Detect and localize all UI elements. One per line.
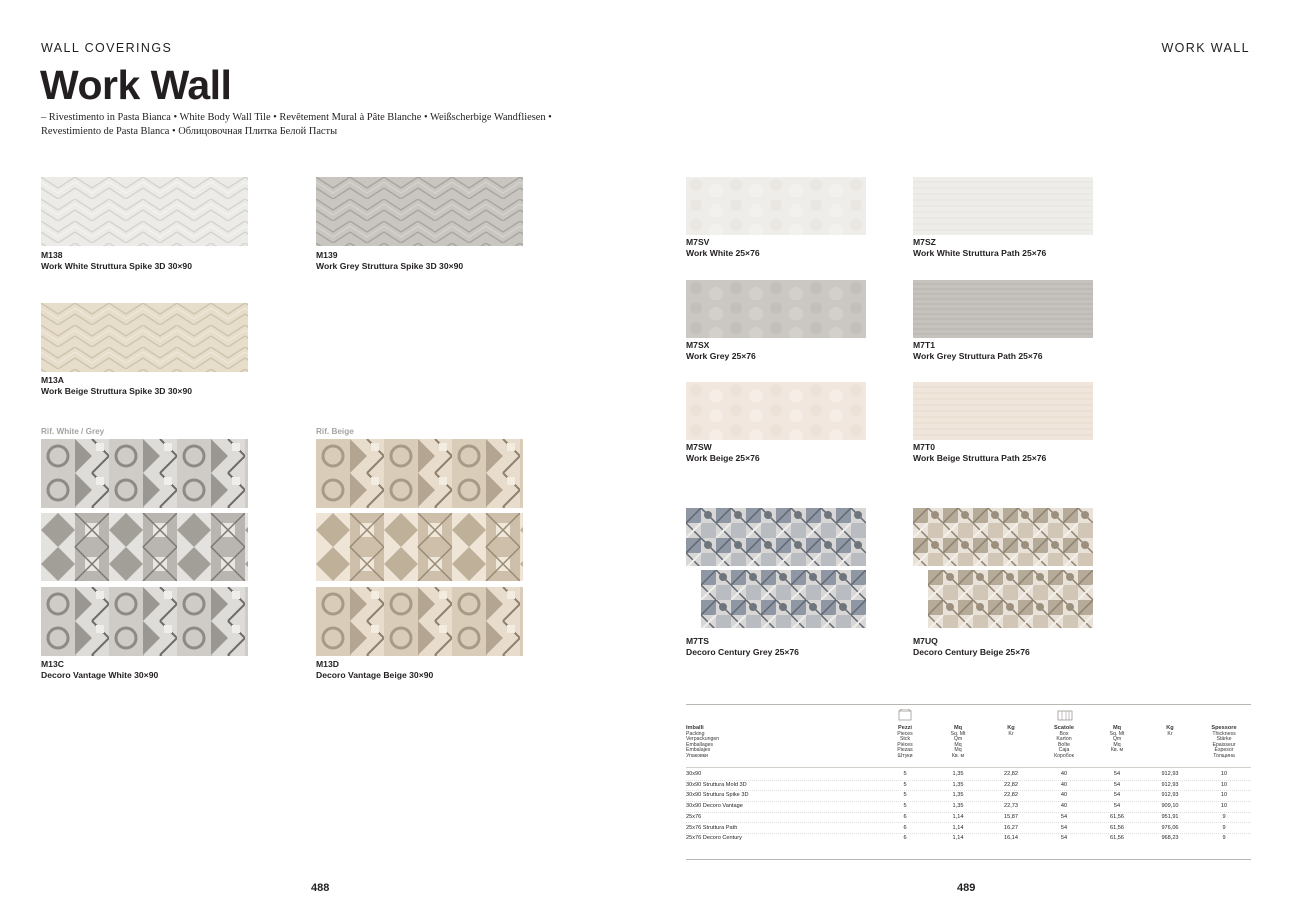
tile-caption-m13c <box>41 659 271 681</box>
table-cell: 54 <box>1060 824 1068 831</box>
tile-name: Work Beige Struttura Spike 3D 30×90 <box>41 386 193 396</box>
tile-image-m7uq-1 <box>913 508 1093 566</box>
table-cell: 6 <box>903 824 907 831</box>
table-header-kg-box <box>991 726 1031 737</box>
tile-name: Decoro Vantage White 30×90 <box>41 670 159 680</box>
tile-image-m13c-2 <box>41 513 248 581</box>
tile-image-m13c-1 <box>41 439 248 508</box>
table-cell: 9 <box>1222 835 1226 842</box>
tile-image-m7uq-2 <box>913 570 1093 628</box>
table-cell: 6 <box>903 835 907 842</box>
subtitle <box>41 111 641 138</box>
table-cell: 10 <box>1220 771 1228 777</box>
table-cell: 40 <box>1060 771 1068 777</box>
tile-code: M139 <box>316 250 338 260</box>
tile-name: Decoro Century Grey 25×76 <box>686 647 799 657</box>
table-cell: 22,82 <box>1004 781 1018 788</box>
table-row-label: 25x76 Struttura Path <box>686 824 738 831</box>
header-line: Kr <box>1008 730 1014 737</box>
table-cell: 5 <box>903 771 907 777</box>
tile-code: M7T0 <box>913 442 935 452</box>
table-cell: 909,10 <box>1161 803 1179 810</box>
header-line: Mq <box>954 747 962 754</box>
tile-code: M138 <box>41 250 63 260</box>
table-cell: 22,82 <box>1004 792 1018 799</box>
tile-image-m7t1 <box>913 280 1093 338</box>
tile-name: Work Beige Struttura Path 25×76 <box>913 453 1047 463</box>
table-cell: 16,14 <box>1004 835 1018 842</box>
table-cell: 40 <box>1060 781 1068 788</box>
header-line: Caja <box>1058 747 1070 754</box>
table-row-label: 25x76 <box>686 813 702 820</box>
section-label-right: WORK WALL <box>1161 41 1250 55</box>
tile-caption-m139 <box>316 250 546 272</box>
page-number-left: 488 <box>311 882 330 894</box>
header-line: Упаковки <box>686 752 708 759</box>
header-line: Kg <box>1166 725 1174 731</box>
table-row-label: 30x90 Struttura Mold 3D <box>686 781 747 788</box>
header-line: Packing <box>686 730 705 737</box>
table-header-rule <box>686 767 1251 768</box>
table-cell: 1,14 <box>952 835 964 842</box>
table-cell: 968,23 <box>1161 835 1179 842</box>
tile-code: M7SX <box>686 340 710 350</box>
table-header-kg-pallet <box>1150 726 1190 737</box>
header-line: Qm <box>1112 736 1122 743</box>
rif-beige-label: Rif. Beige <box>316 427 354 436</box>
header-line: Штуки <box>897 752 913 759</box>
tile-code: M7SW <box>686 442 712 452</box>
table-header-packing <box>686 726 766 760</box>
tile-name: Decoro Vantage Beige 30×90 <box>316 670 434 680</box>
tile-image-m7ts-2 <box>686 570 866 628</box>
table-cell: 1,35 <box>952 792 964 799</box>
table-cell: 61,56 <box>1110 835 1124 842</box>
table-cell: 1,35 <box>952 771 964 777</box>
tile-name: Decoro Century Beige 25×76 <box>913 647 1030 657</box>
subtitle-line-2: Revestimiento de Pasta Blanca • Облицовочная Плитка Белой Пасты <box>41 125 338 137</box>
tile-caption-m7ts <box>686 636 896 658</box>
tile-image-m138 <box>41 177 248 246</box>
table-row-label: 30x90 <box>686 771 702 777</box>
table-cell: 912,93 <box>1161 771 1179 777</box>
header-line: Box <box>1059 730 1069 737</box>
tile-name: Work Grey Struttura Path 25×76 <box>913 351 1043 361</box>
tile-image-m13d-1 <box>316 439 523 508</box>
table-row-label: 30x90 Struttura Spike 3D <box>686 792 749 799</box>
table-cell: 912,93 <box>1161 781 1179 788</box>
section-label-left: WALL COVERINGS <box>41 41 173 55</box>
table-cell: 22,73 <box>1004 803 1018 810</box>
table-cell: 54 <box>1060 813 1068 820</box>
page-title: Work Wall <box>40 62 232 108</box>
header-line: Mq <box>1113 741 1121 748</box>
table-cell: 5 <box>903 792 907 799</box>
pieces-box-icon <box>898 709 912 721</box>
tile-image-m7ts-1 <box>686 508 866 566</box>
table-cell: 54 <box>1113 803 1121 810</box>
table-cell: 54 <box>1113 771 1121 777</box>
tile-code: M7T1 <box>913 340 935 350</box>
header-line: Imballi <box>686 725 704 731</box>
tile-image-m13d-3 <box>316 587 523 656</box>
table-cell: 40 <box>1060 803 1068 810</box>
page-number-right: 489 <box>957 882 976 894</box>
tile-image-m7sv <box>686 177 866 235</box>
header-line: Mq <box>954 741 962 748</box>
header-line: Epaisseur <box>1212 741 1236 748</box>
tile-code: M7SZ <box>913 237 936 247</box>
header-line: Espesor <box>1214 747 1234 754</box>
header-line: Кв. м <box>1110 747 1124 754</box>
table-cell: 22,82 <box>1004 771 1018 777</box>
tile-caption-m13d <box>316 659 546 681</box>
tile-name: Work Grey Struttura Spike 3D 30×90 <box>316 261 464 271</box>
table-cell: 9 <box>1222 813 1226 820</box>
header-line: Stärke <box>1216 736 1232 743</box>
header-line: Spessore <box>1211 725 1237 731</box>
subtitle-line-1: – Rivestimento in Pasta Bianca • White Body Wall Tile • Revêtement Mural à Pâte Blanche • Weißscherbige Wandfliesen • <box>41 112 552 123</box>
header-line: Kg <box>1007 725 1015 731</box>
header-line: Pezzi <box>898 725 912 731</box>
tile-caption-m7t0 <box>913 442 1133 464</box>
tile-image-m7t0 <box>913 382 1093 440</box>
header-line: Embalajes <box>686 747 711 754</box>
table-row-label: 25x76 Decoro Century <box>686 835 742 842</box>
tile-image-m139 <box>316 177 523 246</box>
table-cell: 1,35 <box>952 803 964 810</box>
tile-code: M7SV <box>686 237 710 247</box>
header-line: Кв. м <box>951 752 965 759</box>
header-line: Karton <box>1056 736 1072 743</box>
tile-caption-m7sz <box>913 237 1133 259</box>
tile-image-m7sw <box>686 382 866 440</box>
tile-caption-m7uq <box>913 636 1123 658</box>
tile-code: M13D <box>316 659 339 669</box>
table-cell: 54 <box>1113 781 1121 788</box>
table-cell: 10 <box>1220 792 1228 799</box>
tile-caption-m7sv <box>686 237 896 259</box>
header-line: Piezas <box>897 747 913 754</box>
tile-image-m13a <box>41 303 248 372</box>
table-cell: 976,06 <box>1161 824 1179 831</box>
tile-name: Work Grey 25×76 <box>686 351 756 361</box>
header-line: Boîte <box>1057 741 1071 748</box>
header-line: Mq <box>953 725 963 731</box>
tile-name: Work White 25×76 <box>686 248 760 258</box>
tile-caption-m7sx <box>686 340 896 362</box>
table-cell: 61,56 <box>1110 824 1124 831</box>
table-cell: 9 <box>1222 824 1226 831</box>
header-line: Pièces <box>897 741 913 748</box>
table-cell: 10 <box>1220 781 1228 788</box>
table-header-thickness <box>1204 726 1244 760</box>
table-cell: 6 <box>903 813 907 820</box>
tile-image-m7sz <box>913 177 1093 235</box>
header-line: Scatole <box>1054 725 1074 731</box>
table-cell: 1,14 <box>952 813 964 820</box>
tile-caption-m138 <box>41 250 271 272</box>
header-line: Толщина <box>1213 752 1235 759</box>
tile-caption-m7t1 <box>913 340 1133 362</box>
tile-code: M13C <box>41 659 64 669</box>
table-cell: 61,56 <box>1110 813 1124 820</box>
tile-image-m13c-3 <box>41 587 248 656</box>
header-line: Kr <box>1167 730 1173 737</box>
tile-code: M13A <box>41 375 64 385</box>
header-line: Emballages <box>686 741 714 748</box>
tile-image-m13d-2 <box>316 513 523 581</box>
header-line: Thickness <box>1212 730 1236 737</box>
carton-box-icon <box>1057 709 1073 721</box>
header-line: Stck <box>899 736 911 743</box>
table-cell: 912,93 <box>1161 792 1179 799</box>
header-line: Sq. Mt <box>950 730 966 737</box>
header-line: Коробок <box>1054 752 1074 759</box>
rif-white-grey-label: Rif. White / Grey <box>41 427 105 436</box>
tile-caption-m7sw <box>686 442 896 464</box>
header-line: Verpackungen <box>686 736 720 743</box>
table-cell: 54 <box>1060 835 1068 842</box>
table-cell: 16,27 <box>1004 824 1018 831</box>
table-cell: 1,35 <box>952 781 964 788</box>
table-header-sqm-pallet <box>1097 726 1137 754</box>
table-header-pieces <box>885 726 925 760</box>
tile-image-m7sx <box>686 280 866 338</box>
table-top-rule <box>686 704 1251 705</box>
tile-name: Work Beige 25×76 <box>686 453 760 463</box>
tile-name: Work White Struttura Path 25×76 <box>913 248 1047 258</box>
tile-code: M7TS <box>686 636 709 646</box>
table-cell: 10 <box>1220 803 1228 810</box>
table-cell: 5 <box>903 803 907 810</box>
table-cell: 54 <box>1113 792 1121 799</box>
table-header-boxes <box>1044 726 1084 760</box>
tile-name: Work White Struttura Spike 3D 30×90 <box>41 261 192 271</box>
table-cell: 40 <box>1060 792 1068 799</box>
table-cell: 951,91 <box>1161 813 1179 820</box>
header-line: Mq <box>1112 725 1122 731</box>
tile-caption-m13a <box>41 375 271 397</box>
header-line: Pieces <box>897 730 913 737</box>
table-row-label: 30x90 Decoro Vantage <box>686 803 743 810</box>
table-bottom-rule <box>686 859 1251 860</box>
table-header-sqm-piece <box>938 726 978 760</box>
table-cell: 5 <box>903 781 907 788</box>
table-cell: 1,14 <box>952 824 964 831</box>
header-line: Sq. Mt <box>1109 730 1125 737</box>
tile-code: M7UQ <box>913 636 938 646</box>
table-cell: 15,87 <box>1004 813 1018 820</box>
header-line: Qm <box>953 736 963 743</box>
